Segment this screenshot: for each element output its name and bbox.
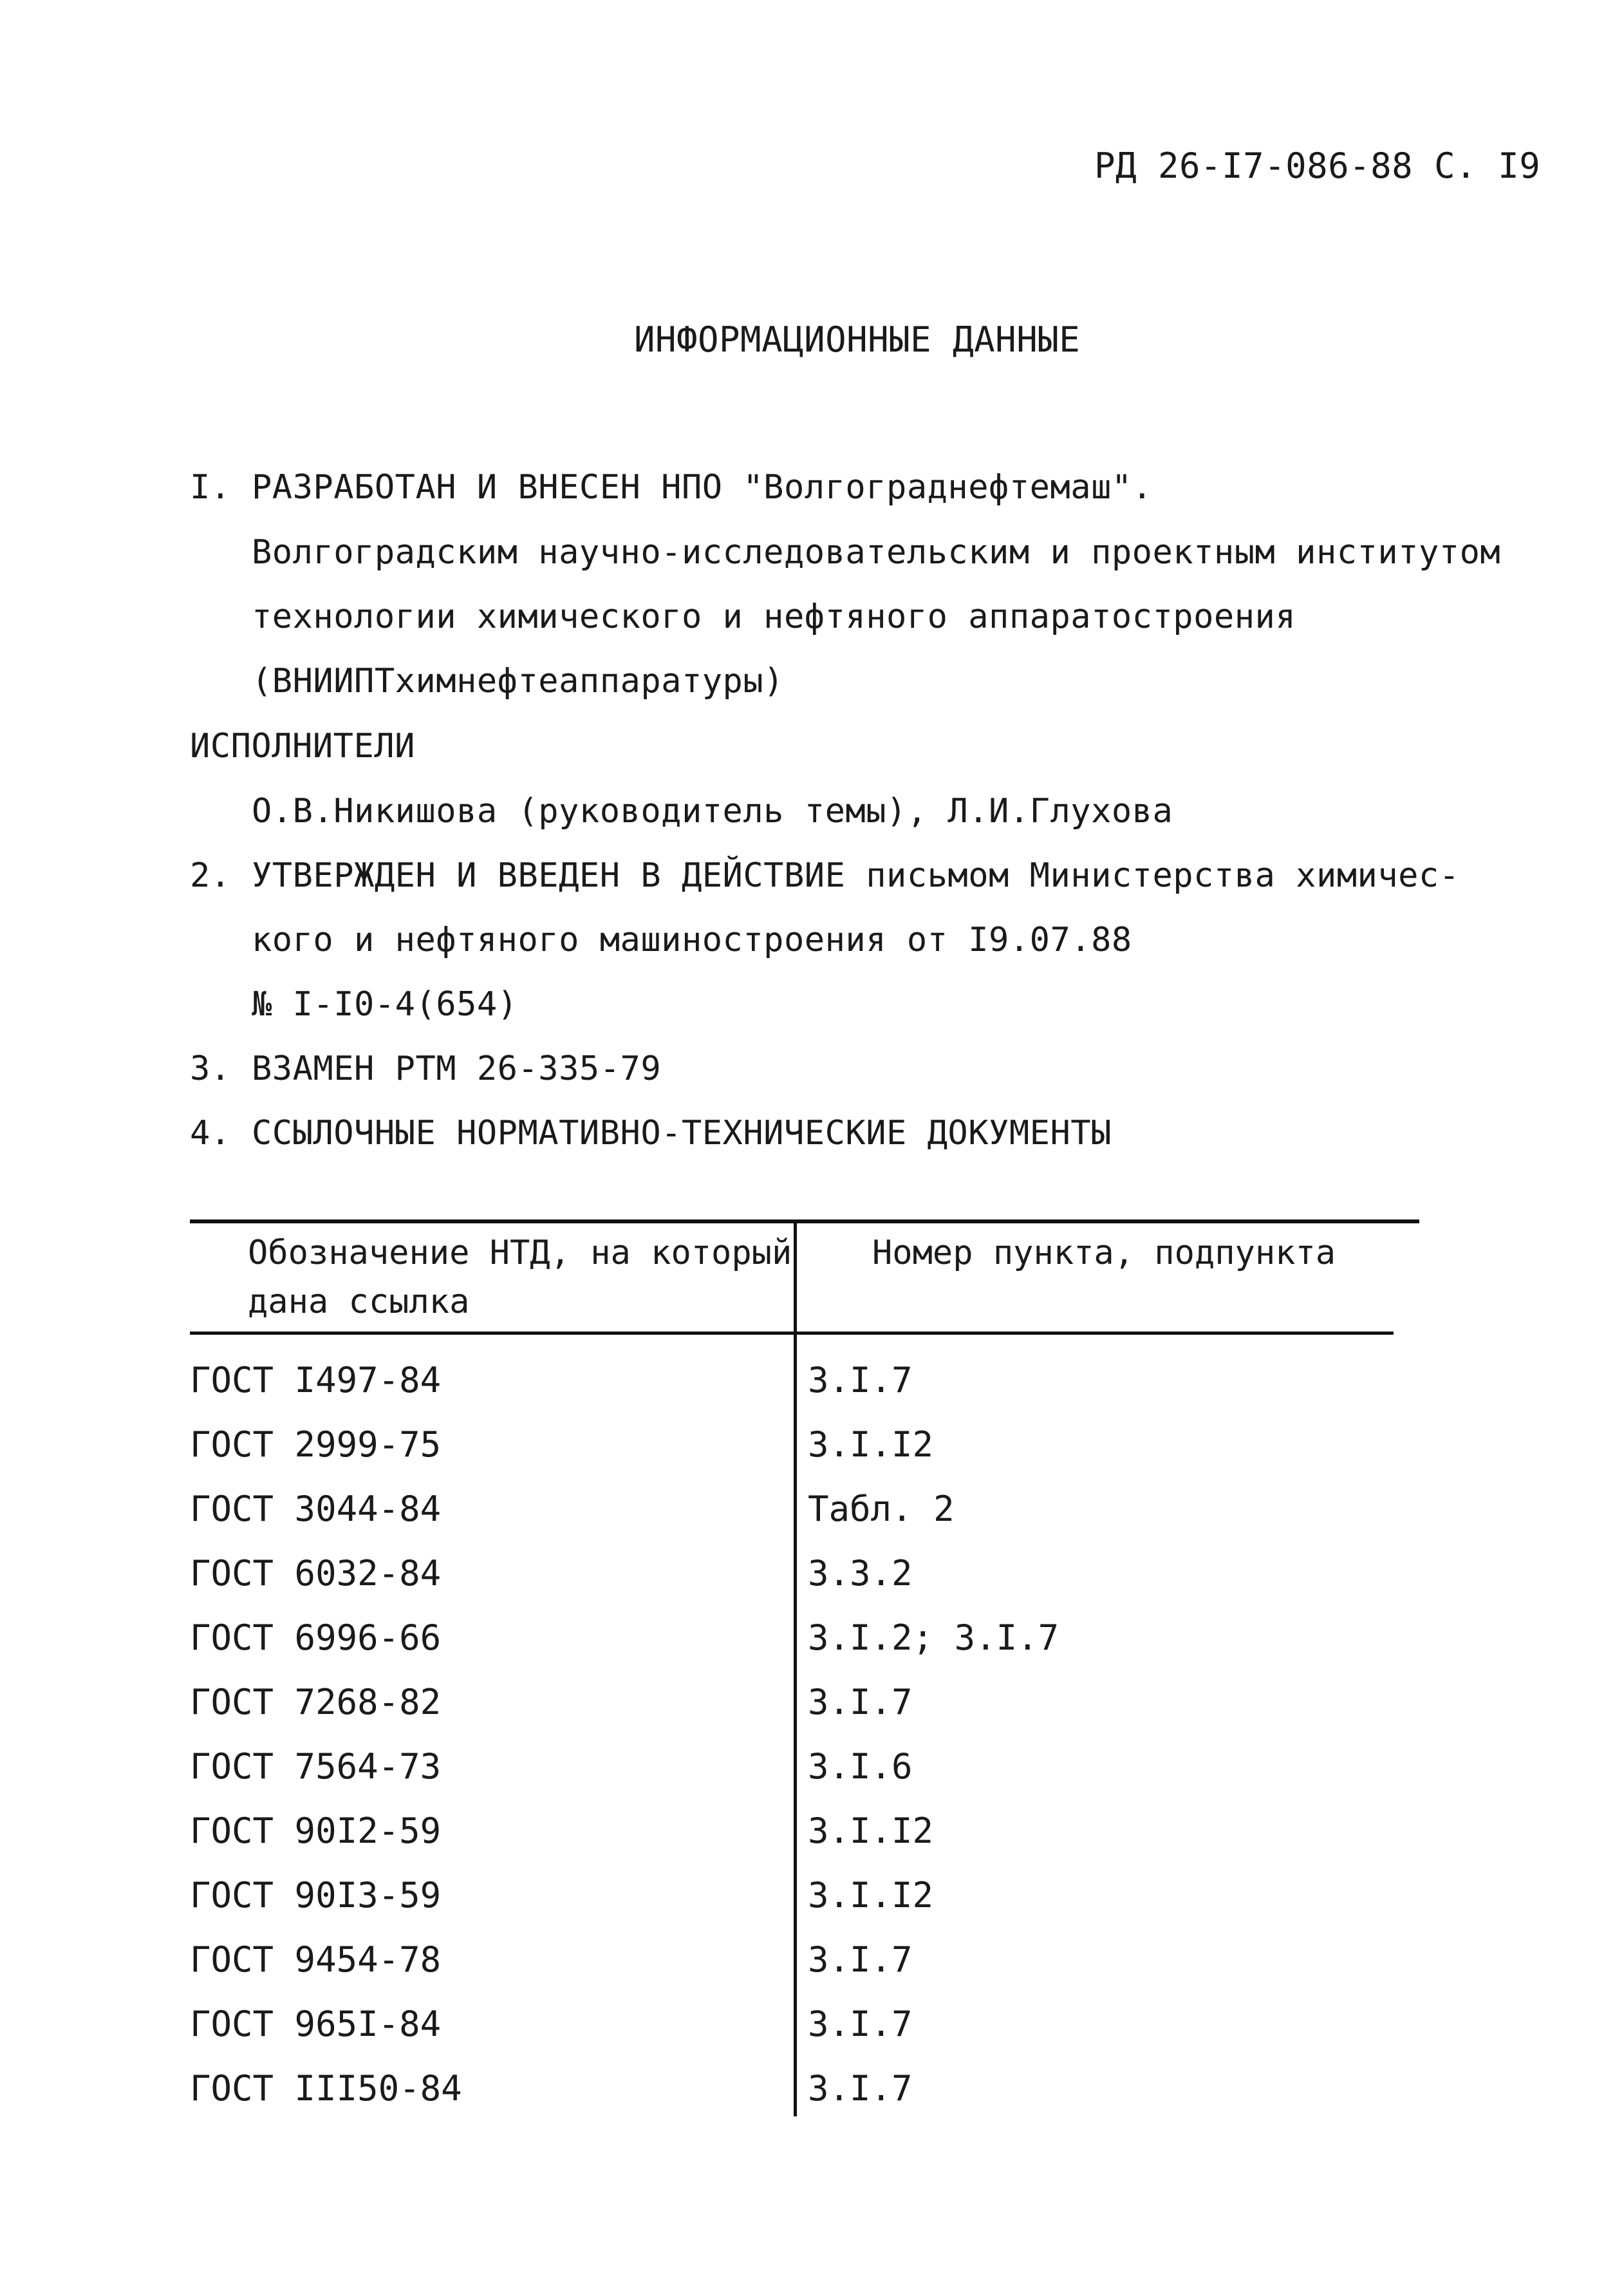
section-3-text: ВЗАМЕН РТМ 26-335-79: [252, 1050, 662, 1088]
table-top-rule: [190, 1219, 1419, 1223]
section-1-text: РАЗРАБОТАН И ВНЕСЕН НПО "Волгограднефтемаш".: [252, 468, 1153, 507]
section-2-number: 2.: [190, 856, 231, 895]
executors-names: О.В.Никишова (руководитель темы), Л.И.Глухова: [252, 792, 1173, 831]
table-header-rule: [190, 1332, 1394, 1335]
table-cell-clause: 3.I.7: [808, 1360, 913, 1400]
section-2-heading: [190, 855, 1460, 896]
table-cell-document: ГОСТ 90I3-59: [190, 1875, 442, 1916]
section-1-line: (ВНИИПТхимнефтеаппаратуры): [252, 662, 784, 701]
section-4-text: ССЫЛОЧНЫЕ НОРМАТИВНО-ТЕХНИЧЕСКИЕ ДОКУМЕНТЫ: [252, 1114, 1112, 1153]
table-cell-clause: 3.I.7: [808, 2068, 913, 2109]
table-cell-clause: 3.3.2: [808, 1553, 913, 1594]
table-cell-clause: 3.I.I2: [808, 1811, 934, 1851]
section-3-number: 3.: [190, 1050, 231, 1088]
table-cell-document: ГОСТ 90I2-59: [190, 1811, 442, 1851]
table-header-col1-line1: Обозначение НТД, на который: [248, 1234, 792, 1272]
section-1-line: технологии химического и нефтяного аппаратостроения: [252, 598, 1296, 636]
section-1-heading: [190, 467, 1153, 508]
table-cell-clause: 3.I.7: [808, 1682, 913, 1722]
document-title: ИНФОРМАЦИОННЫЕ ДАННЫЕ: [634, 319, 1081, 360]
table-cell-clause: 3.I.7: [808, 2004, 913, 2044]
table-cell-document: ГОСТ 2999-75: [190, 1424, 442, 1465]
table-header-col2: Номер пункта, подпункта: [872, 1234, 1336, 1272]
table-cell-clause: 3.I.6: [808, 1746, 913, 1787]
section-2-text: УТВЕРЖДЕН И ВВЕДЕН В ДЕЙСТВИЕ письмом Министерства химичес-: [252, 856, 1460, 895]
table-cell-document: ГОСТ 9454-78: [190, 1939, 442, 1980]
section-1-line: Волгоградским научно-исследовательским и проектным институтом: [252, 533, 1501, 572]
table-cell-document: ГОСТ I497-84: [190, 1360, 442, 1400]
page-reference: РД 26-I7-086-88 С. I9: [1094, 146, 1541, 186]
table-cell-document: ГОСТ III50-84: [190, 2068, 462, 2109]
table-cell-document: ГОСТ 6032-84: [190, 1553, 442, 1594]
table-cell-document: ГОСТ 6996-66: [190, 1617, 442, 1658]
section-4-heading: [190, 1113, 1112, 1154]
table-cell-document: ГОСТ 7268-82: [190, 1682, 442, 1722]
table-column-divider: [794, 1221, 797, 2116]
table-header-col1-line2: дана ссылка: [248, 1283, 470, 1321]
table-cell-clause: 3.I.7: [808, 1939, 913, 1980]
section-3-heading: [190, 1048, 661, 1089]
section-1-number: I.: [190, 468, 231, 507]
section-2-line: № I-I0-4(654): [252, 985, 518, 1024]
section-4-number: 4.: [190, 1114, 231, 1153]
executors-label: ИСПОЛНИТЕЛИ: [190, 727, 415, 766]
table-cell-clause: 3.I.I2: [808, 1424, 934, 1465]
table-cell-document: ГОСТ 3044-84: [190, 1489, 442, 1529]
table-cell-document: ГОСТ 7564-73: [190, 1746, 442, 1787]
table-cell-clause: 3.I.I2: [808, 1875, 934, 1916]
table-cell-clause: 3.I.2; 3.I.7: [808, 1617, 1059, 1658]
table-cell-document: ГОСТ 965I-84: [190, 2004, 442, 2044]
section-2-line: кого и нефтяного машиностроения от I9.07.88: [252, 921, 1132, 959]
table-cell-clause: Табл. 2: [808, 1489, 955, 1529]
